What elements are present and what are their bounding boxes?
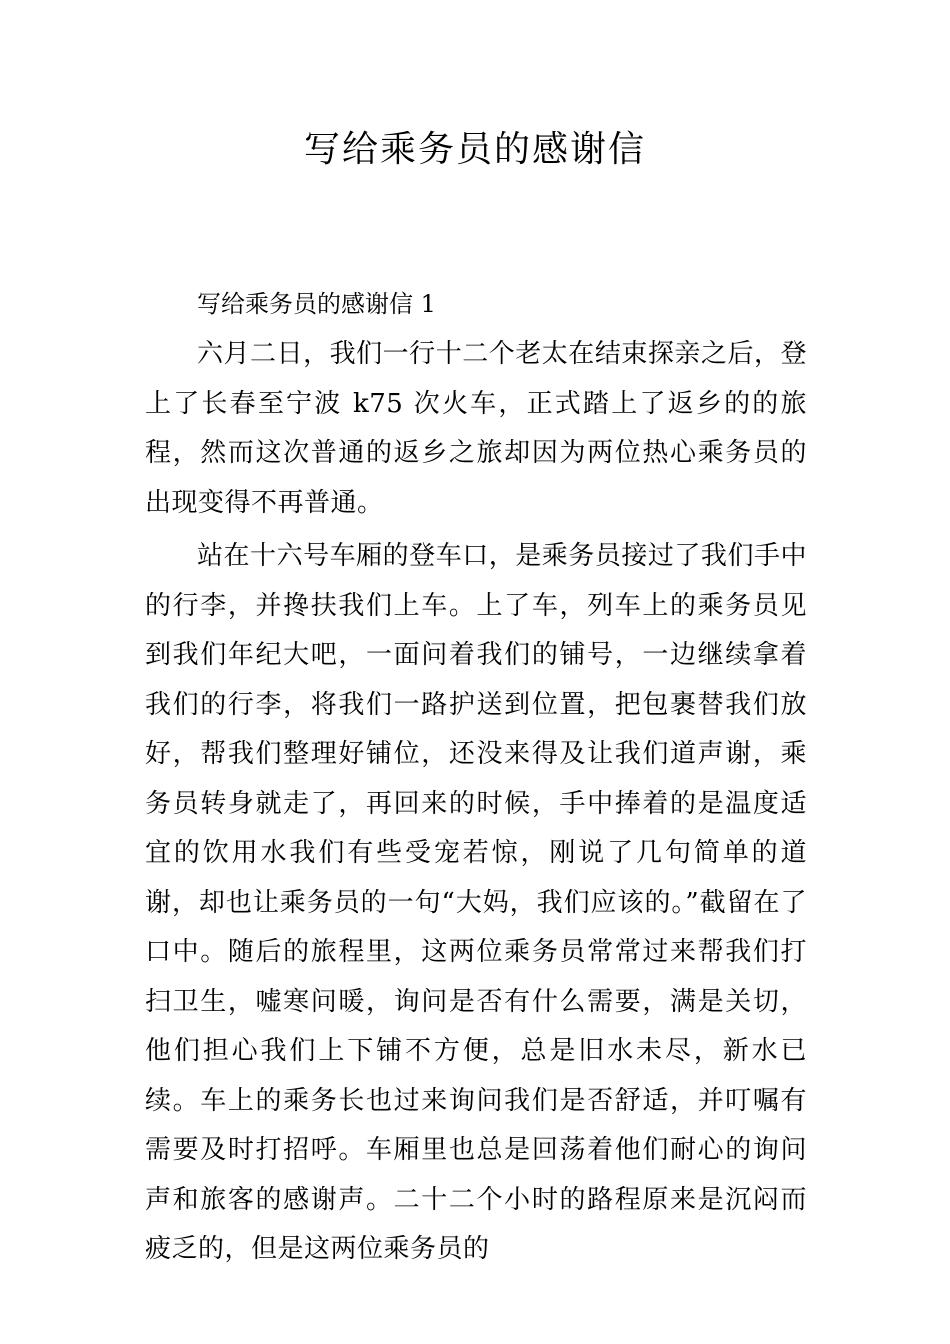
- paragraph-2: 站在十六号车厢的登车口，是乘务员接过了我们手中的行李，并搀扶我们上车。上了车，列车上的乘务员见到我们年纪大吧，一面问着我们的铺号，一边继续拿着我们的行李，将我们一路护送到位置，把包裹替我们放好，帮我们整理好铺位，还没来得及让我们道声谢，乘务员转身就走了，再回来的时候，手中捧着的是温度适宜的饮用水我们有些受宠若惊，刚说了几句简单的道谢，却也让乘务员的一句“大妈，我们应该的。”截留在了口中。随后的旅程里，这两位乘务员常常过来帮我们打扫卫生，嘘寒问暖，询问是否有什么需要，满是关切，他们担心我们上下铺不方便，总是旧水未尽，新水已续。车上的乘务长也过来询问我们是否舒适，并叮嘱有需要及时打招呼。车厢里也总是回荡着他们耐心的询问声和旅客的感谢声。二十二个小时的路程原来是沉闷而疲乏的，但是这两位乘务员的: [145, 541, 807, 1264]
- document-body: [145, 280, 807, 1279]
- paragraph-1: 六月二日，我们一行十二个老太在结束探亲之后，登上了长春至宁波 k75 次火车，正式踏上了返乡的的旅程，然而这次普通的返乡之旅却因为两位热心乘务员的出现变得不再普通。: [145, 339, 807, 518]
- document-title: 写给乘务员的感谢信: [303, 129, 646, 170]
- section-subheading: 写给乘务员的感谢信 1: [197, 290, 436, 318]
